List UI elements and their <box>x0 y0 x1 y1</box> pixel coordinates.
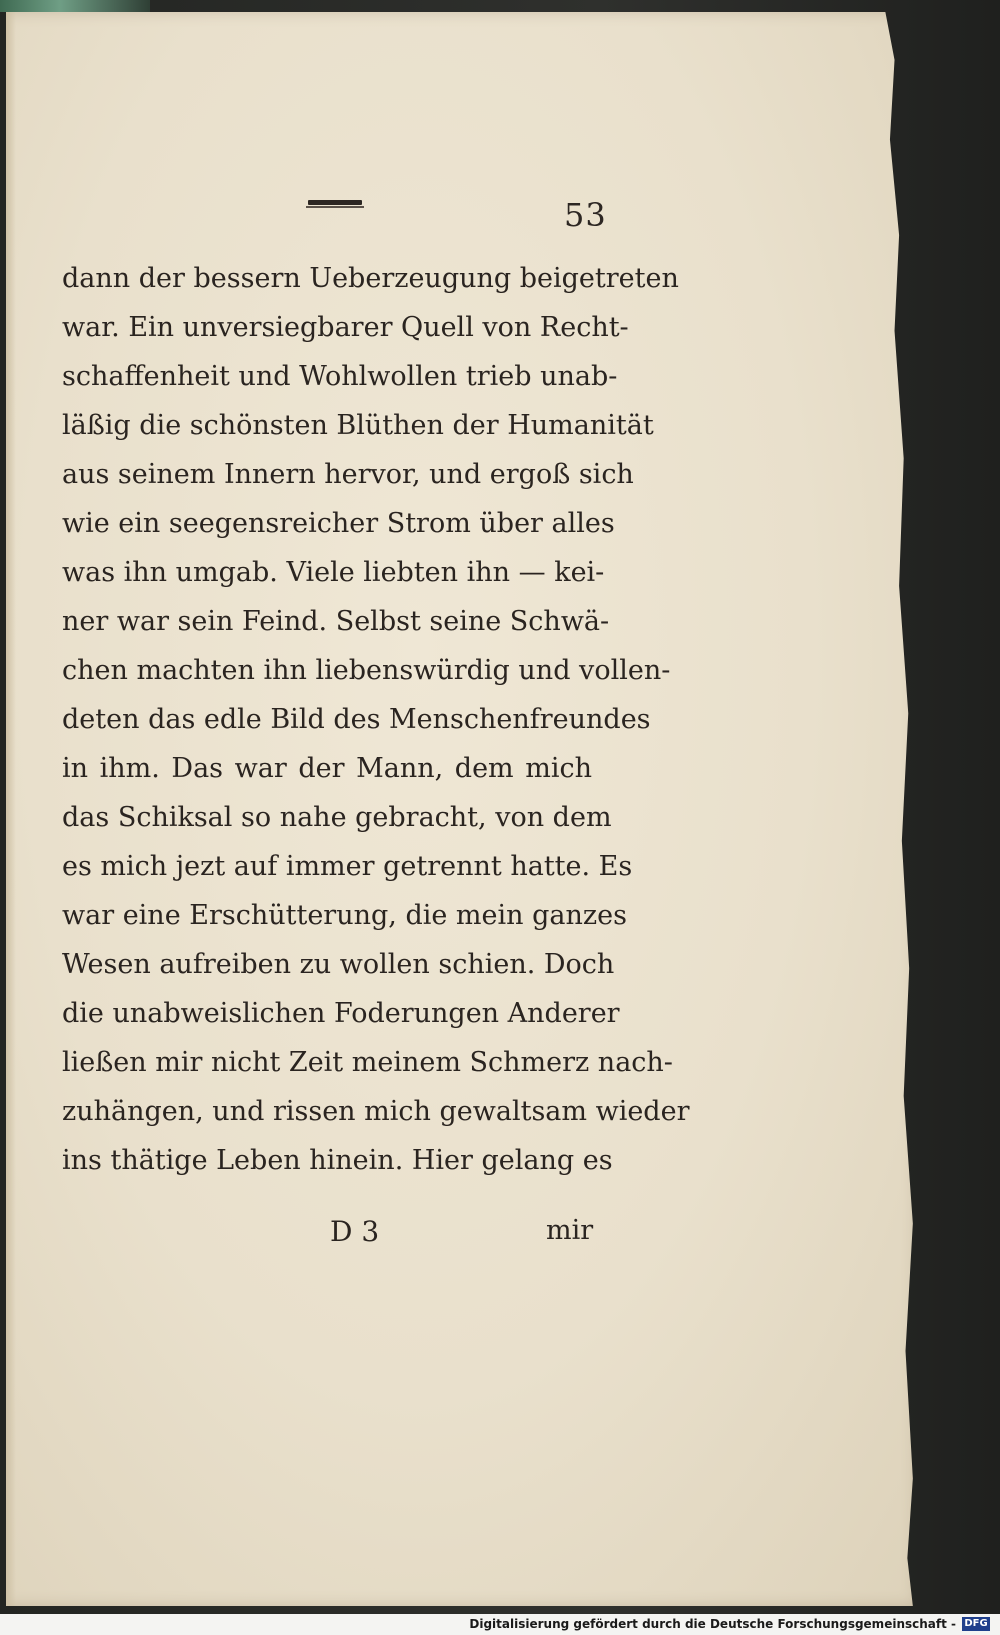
text-line: ins thätige Leben hinein. Hier gelang es <box>62 1145 613 1176</box>
page-gutter-edge <box>6 12 16 1606</box>
text-line: zuhängen, und rissen mich gewaltsam wieder <box>62 1096 690 1127</box>
text-line: Wesen aufreiben zu wollen schien. Doch <box>62 949 615 980</box>
header-rule <box>308 200 362 205</box>
text-line: war. Ein unversiegbarer Quell von Recht- <box>62 312 629 343</box>
text-line: chen machten ihn liebenswürdig und vollen- <box>62 655 671 686</box>
text-line: ließen mir nicht Zeit meinem Schmerz nach- <box>62 1047 673 1078</box>
text-line: die unabweislichen Foderungen Anderer <box>62 998 620 1029</box>
text-line: war eine Erschütterung, die mein ganzes <box>62 900 627 931</box>
text-line: was ihn umgab. Viele liebten ihn — kei- <box>62 557 605 588</box>
page-number: 53 <box>564 196 607 234</box>
text-line: in ihm. Das war der Mann, dem mich <box>62 753 592 784</box>
text-line: deten das edle Bild des Menschenfreundes <box>62 704 651 735</box>
text-line: läßig die schönsten Blüthen der Humanität <box>62 410 654 441</box>
text-line: dann der bessern Ueberzeugung beigetreten <box>62 263 679 294</box>
text-line: aus seinem Innern hervor, und ergoß sich <box>62 459 634 490</box>
digitization-footer <box>0 1614 1000 1635</box>
footer-credit: Digitalisierung gefördert durch die Deutsche Forschungsgemeinschaft - <box>469 1617 956 1631</box>
text-line: schaffenheit und Wohlwollen trieb unab- <box>62 361 618 392</box>
dfg-logo-icon: DFG <box>962 1617 990 1631</box>
text-line: wie ein seegensreicher Strom über alles <box>62 508 615 539</box>
text-line: ner war sein Feind. Selbst seine Schwä- <box>62 606 610 637</box>
text-line: es mich jezt auf immer getrennt hatte. Es <box>62 851 633 882</box>
text-line: das Schiksal so nahe gebracht, von dem <box>62 802 612 833</box>
binding-strip <box>0 0 150 12</box>
catchword: mir <box>546 1215 594 1246</box>
body-text <box>62 254 690 1185</box>
signature-mark: D 3 <box>330 1215 380 1248</box>
